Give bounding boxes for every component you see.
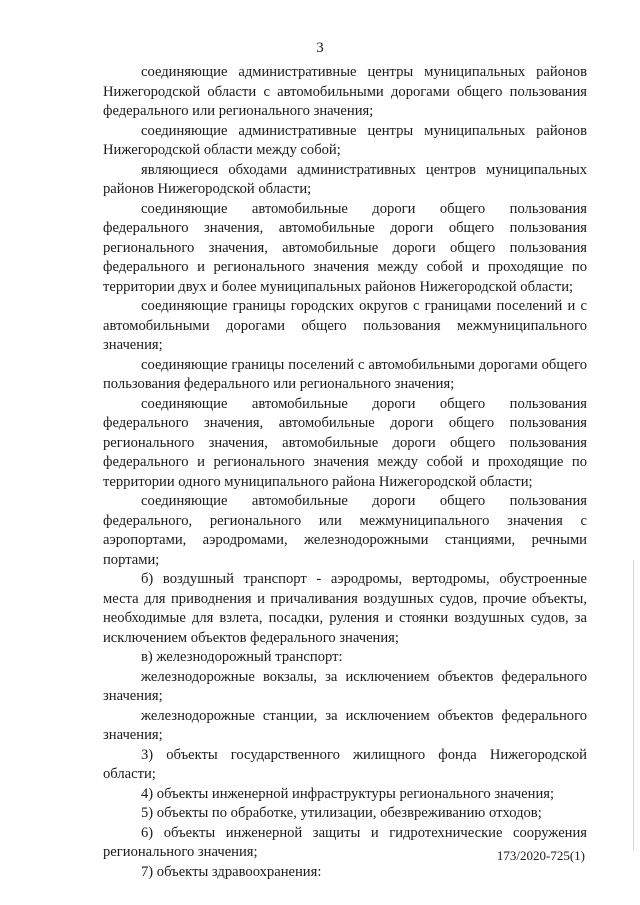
- paragraph: 5) объекты по обработке, утилизации, обезвреживанию отходов;: [141, 805, 542, 821]
- page-number: 3: [316, 40, 324, 56]
- paragraph: 4) объекты инженерной инфраструктуры регионального значения;: [141, 785, 555, 802]
- body-text: [103, 63, 587, 882]
- scan-edge-line: [633, 560, 634, 850]
- paragraph: 6) объекты инженерной защиты и гидротехнические сооружения регионального значения;: [103, 824, 587, 860]
- paragraph: в) железнодорожный транспорт:: [141, 649, 343, 665]
- paragraph: железнодорожные вокзалы, за исключением объектов федерального значения;: [103, 668, 587, 704]
- paragraph: б) воздушный транспорт - аэродромы, вертодромы, обустроенные места для приводнения и причаливания воздушных судов, прочие объекты, необходимые для взлета, посадки, руления и стоянки воздушных судов, за исключением объектов федерального значения;: [103, 571, 587, 646]
- paragraph: 3) объекты государственного жилищного фонда Нижегородской области;: [103, 746, 587, 782]
- paragraph: железнодорожные станции, за исключением объектов федерального значения;: [103, 707, 587, 743]
- paragraph: соединяющие административные центры муниципальных районов Нижегородской области между собой;: [103, 122, 587, 158]
- paragraph: 7) объекты здравоохранения:: [141, 863, 322, 880]
- paragraph: соединяющие границы поселений с автомобильными дорогами общего пользования федерального или регионального значения;: [103, 356, 587, 392]
- paragraph: соединяющие границы городских округов с границами поселений и с автомобильными дорогами общего пользования межмуниципального значения;: [103, 298, 587, 353]
- paragraph: соединяющие административные центры муниципальных районов Нижегородской области с автомобильными дорогами общего пользования федерального или регионального значения;: [103, 64, 587, 119]
- paragraph: являющиеся обходами административных центров муниципальных районов Нижегородской области;: [103, 161, 587, 197]
- paragraph: соединяющие автомобильные дороги общего пользования федерального значения, автомобильные дороги общего пользования регионального значения, автомобильные дороги общего пользования федерального и регионального значения между собой и проходящие по территории двух и более муниципальных районов Нижегородской области;: [103, 200, 587, 295]
- paragraph: соединяющие автомобильные дороги общего пользования федерального, регионального или межмуниципального значения с аэропортами, аэродромами, железнодорожными станциями, речными портами;: [103, 493, 587, 568]
- paragraph: соединяющие автомобильные дороги общего пользования федерального значения, автомобильные дороги общего пользования регионального значения, автомобильные дороги общего пользования федерального и регионального значения между собой и проходящие по территории одного муниципального района Нижегородской области;: [103, 395, 587, 490]
- footer-code: 173/2020-725(1): [496, 848, 585, 863]
